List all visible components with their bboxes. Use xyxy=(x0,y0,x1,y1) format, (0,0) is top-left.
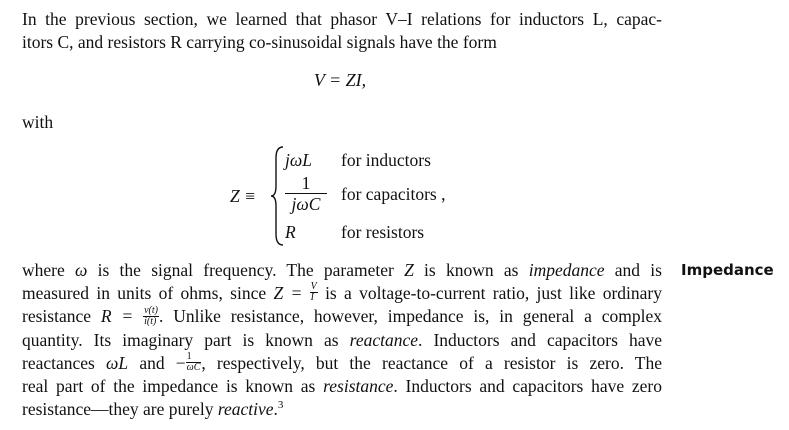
left-brace-icon xyxy=(270,146,286,246)
impedance-line-7: resistance—they are purely reactive.$^3$ xyxy=(22,399,284,420)
intro-line-2: itors C, and resistors R carrying co-sinusoidal signals have the form xyxy=(22,32,497,52)
term-reactance: reactance xyxy=(349,329,418,350)
term-resistance: resistance xyxy=(323,376,394,397)
impedance-cases-equation xyxy=(230,146,490,246)
impedance-line-6: real part of the impedance is known as resistance. Inductors and capacitors have zero xyxy=(22,376,662,397)
with-text: with xyxy=(22,112,54,132)
case-label-capacitor: for capacitors , xyxy=(341,184,446,204)
impedance-line-1: where ω is the signal frequency. The parameter Z is known as impedance and is xyxy=(22,260,662,280)
inline-fraction-1-over-wc: $\frac{1}{\omega C}$ xyxy=(186,351,201,374)
case-label-inductor: for inductors xyxy=(341,150,431,170)
inline-fraction-vt-over-it: $\frac{v(t)}{i(t)}$ xyxy=(144,304,158,327)
term-impedance: impedance xyxy=(528,260,605,280)
term-reactive: reactive xyxy=(217,399,274,420)
impedance-line-4: quantity. Its imaginary part is known as reactance. Inductors and capacitors have xyxy=(22,329,662,350)
z-defined-as: Z ≡ xyxy=(230,186,256,206)
case-expr-inductor: jωL xyxy=(285,150,312,170)
case-label-resistor: for resistors xyxy=(341,222,425,242)
impedance-line-2: measured in units of ohms, since Z = $\frac{V}{I}$ is a voltage-to-current ratio, just like ordinary xyxy=(22,281,663,304)
impedance-line-3: resistance R = $\frac{v(t)}{i(t)}$ . Unlike resistance, however, impedance is, in general a complex xyxy=(22,304,662,327)
paragraph-impedance xyxy=(22,259,662,421)
inline-fraction-v-over-i: $\frac{V}{I}$ xyxy=(310,281,317,304)
paragraph-intro xyxy=(22,8,662,54)
intro-line-1: In the previous section, we learned that phasor V–I relations for inductors L, capac- xyxy=(22,9,662,29)
case-expr-resistor: R xyxy=(285,222,296,242)
equation-v-equals-zi: V = ZI, xyxy=(313,70,367,90)
impedance-line-5: reactances ωL and − $\frac{1}{\omega C}$ , respectively, but the reactance of a resistor is zero. The xyxy=(22,351,663,374)
footnote-mark: 3 xyxy=(277,399,284,412)
margin-note-impedance: Impedance xyxy=(681,261,774,279)
case-expr-capacitor-fraction: 1 jωC xyxy=(285,174,327,213)
